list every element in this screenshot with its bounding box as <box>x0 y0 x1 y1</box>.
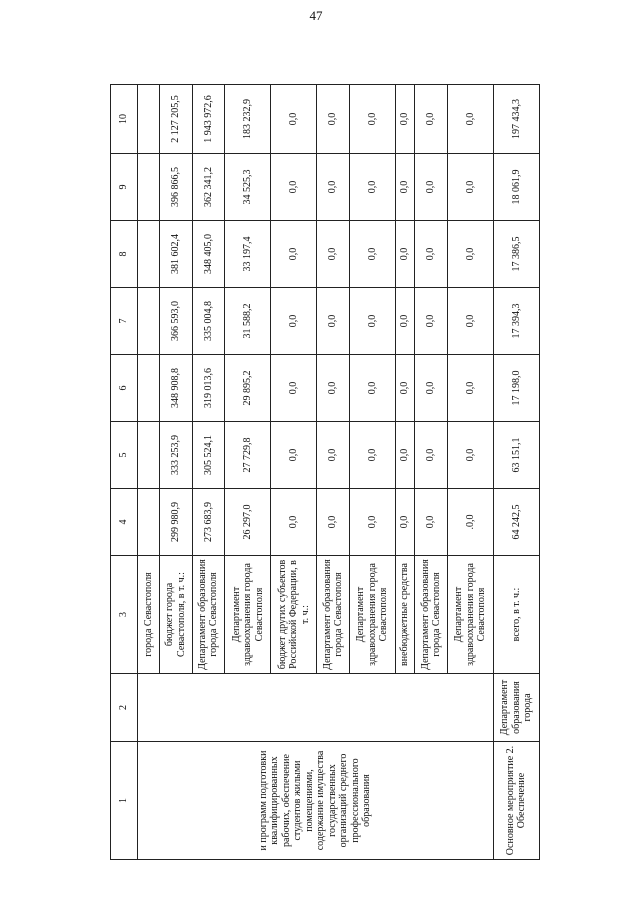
value-cell: 348 405,0 <box>192 221 225 288</box>
value-cell: 0,0 <box>317 85 350 154</box>
value-cell: 29 895,2 <box>225 355 271 422</box>
funding-table <box>110 84 540 860</box>
value-cell: 0,0 <box>395 85 414 154</box>
value-cell: 319 013,6 <box>192 355 225 422</box>
value-cell: 333 253,9 <box>160 422 193 489</box>
value-cell: 0,0 <box>317 288 350 355</box>
source-label: Департамент здравоохранения города Севастополя <box>447 556 493 674</box>
value-cell: 0,0 <box>349 288 395 355</box>
value-cell: 0,0 <box>395 221 414 288</box>
value-cell: 0,0 <box>395 288 414 355</box>
page-number: 47 <box>309 8 323 23</box>
value-cell: 0,0 <box>271 489 317 556</box>
value-cell: 0,0 <box>317 221 350 288</box>
source-label: Департамент образования города Севастополя <box>317 556 350 674</box>
source-label: бюджет города Севастополя, в т. ч.: <box>160 556 193 674</box>
column-number: 6 <box>111 355 138 422</box>
value-cell: 0,0 <box>271 85 317 154</box>
value-cell: 0,0 <box>349 355 395 422</box>
value-cell: 366 593,0 <box>160 288 193 355</box>
executor-cell <box>138 674 494 742</box>
column-number: 4 <box>111 489 138 556</box>
value-cell: 0,0 <box>415 422 448 489</box>
value-cell: 0,0 <box>349 154 395 221</box>
value-cell: 197 434,3 <box>493 85 539 154</box>
column-number: 2 <box>111 674 138 742</box>
value-cell: 0,0 <box>349 422 395 489</box>
value-cell: 2 127 205,5 <box>160 85 193 154</box>
value-cell: 0,0 <box>271 288 317 355</box>
value-cell: 0,0 <box>317 489 350 556</box>
source-label: Департамент здравоохранения города Севастополя <box>349 556 395 674</box>
value-cell: 0,0 <box>349 85 395 154</box>
value-cell: 0,0 <box>271 355 317 422</box>
value-cell: 63 151,1 <box>493 422 539 489</box>
value-cell: 17 386,5 <box>493 221 539 288</box>
value-cell: 396 866,5 <box>160 154 193 221</box>
source-label: бюджет других субъектов Российской Федерации, в т. ч.: <box>271 556 317 674</box>
rotated-table-container <box>110 85 540 860</box>
table-row <box>138 85 160 860</box>
table-row <box>493 85 539 860</box>
column-number: 8 <box>111 221 138 288</box>
value-cell: 0,0 <box>317 355 350 422</box>
value-cell: 0,0 <box>415 355 448 422</box>
value-cell: 0,0 <box>447 85 493 154</box>
value-cell: 348 908,8 <box>160 355 193 422</box>
source-label: города Севастополя <box>138 556 160 674</box>
column-number: 5 <box>111 422 138 489</box>
value-cell: 0,0 <box>447 288 493 355</box>
value-cell: 18 061,9 <box>493 154 539 221</box>
value-cell: 0,0 <box>415 221 448 288</box>
executor-cell: Департамент образования города <box>493 674 539 742</box>
value-cell: 305 524,1 <box>192 422 225 489</box>
value-cell: 1 943 972,6 <box>192 85 225 154</box>
value-cell: 0,0 <box>415 288 448 355</box>
value-cell: 0,0 <box>447 221 493 288</box>
value-cell: 0,0 <box>415 489 448 556</box>
value-cell: 0,0 <box>317 422 350 489</box>
value-cell: 183 232,9 <box>225 85 271 154</box>
column-number: 9 <box>111 154 138 221</box>
value-cell: 0,0 <box>317 154 350 221</box>
value-cell: 27 729,8 <box>225 422 271 489</box>
value-cell: 273 683,9 <box>192 489 225 556</box>
value-cell: 362 341,2 <box>192 154 225 221</box>
source-label: Департамент образования города Севастополя <box>192 556 225 674</box>
value-cell: 17 394,3 <box>493 288 539 355</box>
column-number: 10 <box>111 85 138 154</box>
value-cell: 0,0 <box>395 154 414 221</box>
value-cell: .0,0 <box>447 489 493 556</box>
column-number: 1 <box>111 742 138 860</box>
value-cell: 0,0 <box>415 154 448 221</box>
value-cell: 381 602,4 <box>160 221 193 288</box>
value-cell: 0,0 <box>395 489 414 556</box>
value-cell: 0,0 <box>349 489 395 556</box>
source-label: Департамент образования города Севастополя <box>415 556 448 674</box>
value-cell: 17 198,0 <box>493 355 539 422</box>
value-cell: 299 980,9 <box>160 489 193 556</box>
value-cell: 0,0 <box>271 154 317 221</box>
value-cell: 0,0 <box>447 154 493 221</box>
value-cell: 34 525,3 <box>225 154 271 221</box>
measure-description: Основное мероприятие 2. Обеспечение <box>493 742 539 860</box>
source-label: внебюджетные средства <box>395 556 414 674</box>
value-cell: 0,0 <box>447 422 493 489</box>
column-number: 3 <box>111 556 138 674</box>
value-cell: 33 197,4 <box>225 221 271 288</box>
value-cell: 0,0 <box>349 221 395 288</box>
value-cell: 0,0 <box>395 422 414 489</box>
value-cell: 64 242,5 <box>493 489 539 556</box>
value-cell: 335 004,8 <box>192 288 225 355</box>
source-label: всего, в т. ч.: <box>493 556 539 674</box>
value-cell: 31 588,2 <box>225 288 271 355</box>
source-label: Департамент здравоохранения города Севастополя <box>225 556 271 674</box>
value-cell: 26 297,0 <box>225 489 271 556</box>
header-row <box>111 85 138 860</box>
value-cell: 0,0 <box>271 221 317 288</box>
column-number: 7 <box>111 288 138 355</box>
measure-description: и программ подготовки квалифицированных рабочих, обеспечение студентов жилыми помещениями, содержание имущества государственных организаций среднего профессионального образования <box>138 742 494 860</box>
value-cell: 0,0 <box>447 355 493 422</box>
value-cell: 0,0 <box>415 85 448 154</box>
value-cell: 0,0 <box>395 355 414 422</box>
value-cell: 0,0 <box>271 422 317 489</box>
